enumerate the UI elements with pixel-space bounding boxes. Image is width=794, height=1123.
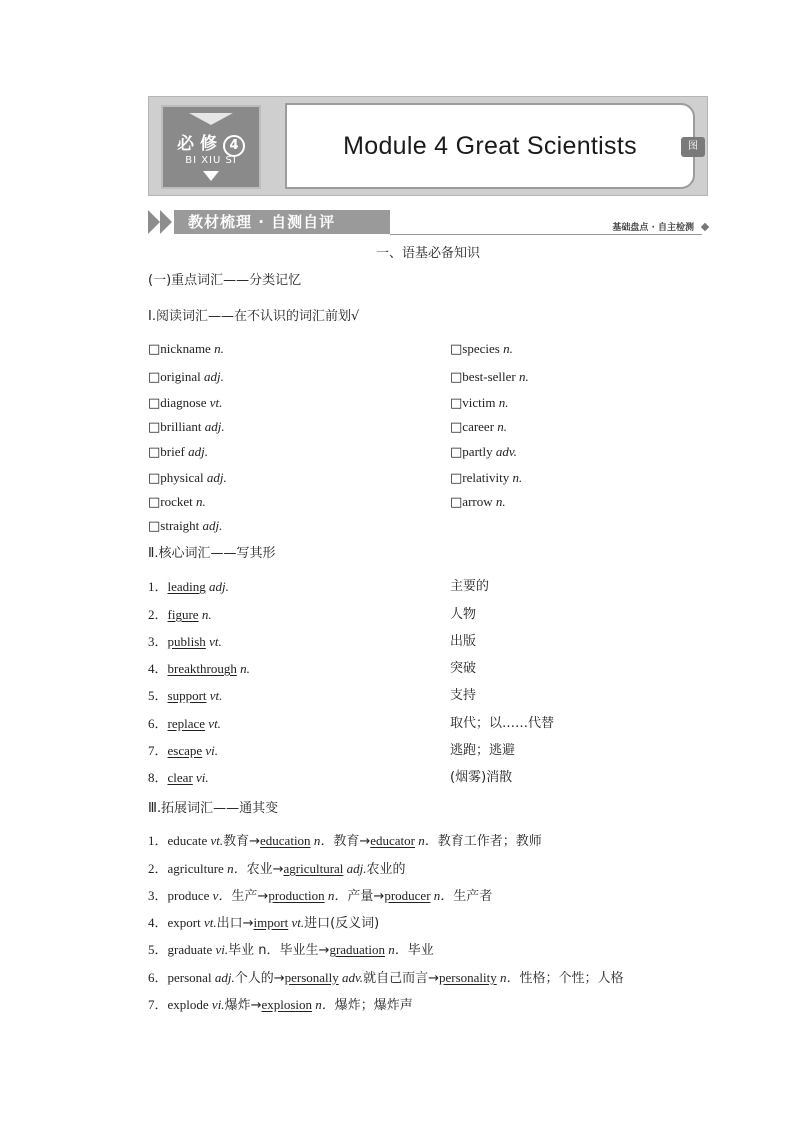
vocab-pos: n. xyxy=(495,395,509,410)
vocab-item xyxy=(148,419,225,436)
vocab-pos: vt. xyxy=(207,833,224,848)
vocab-pos: vt. xyxy=(206,688,223,703)
chevron-right-icon xyxy=(160,210,172,234)
answer-word: agricultural xyxy=(283,861,344,876)
meaning: 毕业 n．毕业生→ xyxy=(228,943,330,958)
vocab-item xyxy=(450,369,529,386)
derivation-item xyxy=(148,970,624,987)
meaning: 爆炸→ xyxy=(224,998,262,1013)
item-number: 6． xyxy=(148,970,168,985)
item-number: 3． xyxy=(148,634,168,649)
item-number: 3． xyxy=(148,888,168,903)
meaning: 出口→ xyxy=(216,916,254,931)
answer-word: educator xyxy=(370,833,415,848)
vocab-word: partly xyxy=(462,444,493,459)
derivation-item xyxy=(148,833,542,850)
volume-badge xyxy=(161,105,261,189)
vocab-item xyxy=(148,494,206,511)
vocab-item xyxy=(450,341,513,358)
vocab-item xyxy=(450,395,509,412)
section-title: 教材梳理 · 自测自评 xyxy=(174,210,390,234)
vocab-item xyxy=(148,444,208,461)
answer-word: explosion xyxy=(261,997,313,1012)
vocab-word: arrow xyxy=(462,494,493,509)
vocab-word: nickname xyxy=(160,341,211,356)
checkbox[interactable]: □ xyxy=(148,370,161,385)
vocab-pos: n． xyxy=(385,942,408,957)
checkbox[interactable]: □ xyxy=(148,471,161,486)
section-bar xyxy=(148,208,708,238)
meaning: 生产者 xyxy=(453,889,493,904)
checkbox[interactable]: □ xyxy=(148,396,161,411)
answer-word: escape xyxy=(167,743,203,758)
derivation-item xyxy=(148,915,379,932)
vocab-pos: v． xyxy=(209,888,232,903)
core-vocab-item xyxy=(148,743,218,760)
checkbox[interactable]: □ xyxy=(148,445,161,460)
vocab-word: brief xyxy=(160,444,185,459)
vocab-pos: n. xyxy=(236,661,250,676)
vocab-pos: n． xyxy=(312,997,335,1012)
vocab-pos: adv. xyxy=(492,444,517,459)
vocab-pos: n. xyxy=(210,341,224,356)
item-number: 4． xyxy=(148,661,168,676)
core-vocab-item xyxy=(148,716,221,733)
meaning: 就自己而言→ xyxy=(363,971,439,986)
badge-top-triangle xyxy=(189,113,233,125)
vocab-item xyxy=(148,369,224,386)
base-word: agriculture xyxy=(167,861,224,876)
derivation-item xyxy=(148,861,406,878)
vocab-pos: adj. xyxy=(343,861,367,876)
vocab-pos: vi. xyxy=(208,997,225,1012)
base-word: produce xyxy=(167,888,210,903)
checkbox[interactable]: □ xyxy=(148,495,161,510)
vocab-item xyxy=(148,518,222,535)
core-vocab-item xyxy=(148,634,222,651)
vocab-word: victim xyxy=(462,395,496,410)
item-number: 2． xyxy=(148,861,168,876)
answer-word: figure xyxy=(167,607,199,622)
item-number: 7． xyxy=(148,997,168,1012)
vocab-pos: adj. xyxy=(200,369,224,384)
checkbox[interactable]: □ xyxy=(148,519,161,534)
vocab-item xyxy=(450,419,507,436)
item-number: 8． xyxy=(148,770,168,785)
item-number: 1． xyxy=(148,833,168,848)
answer-word: leading xyxy=(167,579,206,594)
item-number: 2． xyxy=(148,607,168,622)
vocab-pos: n. xyxy=(515,369,529,384)
module-banner xyxy=(148,96,708,196)
vocab-pos: n. xyxy=(509,470,523,485)
vocab-pos: n. xyxy=(499,341,513,356)
meaning: 个人的→ xyxy=(234,971,285,986)
vocab-pos: adj. xyxy=(205,579,229,594)
item-number: 4． xyxy=(148,915,168,930)
core-vocab-meaning: 逃跑；逃避 xyxy=(450,743,516,758)
vocab-word: straight xyxy=(160,518,200,533)
core-vocab-meaning: 主要的 xyxy=(450,579,490,594)
meaning: 进口(反义词) xyxy=(304,916,380,931)
answer-word: breakthrough xyxy=(167,661,237,676)
part3-title: Ⅲ.拓展词汇——通其变 xyxy=(148,801,279,816)
vocab-item xyxy=(148,470,227,487)
vocab-item xyxy=(450,470,522,487)
vocab-pos: vt. xyxy=(205,716,221,731)
meaning: 爆炸；爆炸声 xyxy=(334,998,413,1013)
core-vocab-meaning: 人物 xyxy=(450,607,477,622)
checkbox[interactable]: □ xyxy=(450,445,463,460)
core-vocab-meaning: 突破 xyxy=(450,661,477,676)
picture-icon: 图 xyxy=(681,137,705,157)
section-divider xyxy=(390,234,702,235)
item-number: 6． xyxy=(148,716,168,731)
vocab-word: species xyxy=(462,341,500,356)
vocab-word: physical xyxy=(160,470,204,485)
badge-volume xyxy=(171,129,251,157)
vocab-word: relativity xyxy=(462,470,510,485)
vocab-pos: adj. xyxy=(201,419,225,434)
section-heading: 一、语基必备知识 xyxy=(375,246,480,261)
section-right-label: 基础盘点 · 自主检测 xyxy=(612,223,694,233)
vocab-pos: n. xyxy=(494,419,508,434)
subheading: (一)重点词汇——分类记忆 xyxy=(148,273,302,288)
diamond-icon xyxy=(701,223,709,231)
base-word: explode xyxy=(167,997,209,1012)
checkbox[interactable]: □ xyxy=(148,420,161,435)
vocab-word: original xyxy=(160,369,201,384)
meaning: 教育→ xyxy=(223,834,261,849)
item-number: 5． xyxy=(148,688,168,703)
vocab-pos: vt. xyxy=(288,915,305,930)
base-word: export xyxy=(167,915,201,930)
answer-word: personality xyxy=(438,970,497,985)
module-title-box xyxy=(285,103,695,189)
answer-word: replace xyxy=(167,716,206,731)
answer-word: graduation xyxy=(329,942,386,957)
core-vocab-item xyxy=(148,607,212,624)
vocab-pos: vt. xyxy=(200,915,217,930)
part2-title: Ⅱ.核心词汇——写其形 xyxy=(148,546,276,561)
vocab-pos: vi. xyxy=(192,770,209,785)
vocab-item xyxy=(450,494,506,511)
chevron-right-icon xyxy=(148,210,160,234)
vocab-pos: n. xyxy=(192,494,206,509)
meaning: 生产→ xyxy=(231,889,269,904)
vocab-pos: n． xyxy=(415,833,438,848)
answer-word: import xyxy=(253,915,289,930)
meaning: 性格；个性；人格 xyxy=(519,971,624,986)
vocab-pos: n． xyxy=(223,861,247,876)
vocab-item xyxy=(148,395,222,412)
vocab-word: brilliant xyxy=(160,419,202,434)
vocab-pos: n． xyxy=(310,833,334,848)
vocab-item xyxy=(148,341,224,358)
vocab-word: rocket xyxy=(160,494,193,509)
vocab-pos: n. xyxy=(198,607,212,622)
derivation-item xyxy=(148,997,413,1014)
vocab-word: best-seller xyxy=(462,369,516,384)
checkbox[interactable]: □ xyxy=(450,342,463,357)
answer-word: production xyxy=(268,888,325,903)
base-word: personal xyxy=(167,970,212,985)
checkbox[interactable]: □ xyxy=(450,495,463,510)
answer-word: personally xyxy=(284,970,339,985)
vocab-pos: adv. xyxy=(338,970,364,985)
meaning: 教育→ xyxy=(333,834,371,849)
badge-volume-label: 必修 xyxy=(177,134,223,154)
vocab-pos: vi. xyxy=(202,743,219,758)
answer-word: publish xyxy=(167,634,206,649)
meaning: 产量→ xyxy=(347,889,385,904)
derivation-item xyxy=(148,888,492,905)
vocab-pos: adj. xyxy=(199,518,223,533)
vocab-pos: adj. xyxy=(211,970,235,985)
meaning: 教育工作者；教师 xyxy=(437,834,542,849)
vocab-word: diagnose xyxy=(160,395,207,410)
module-title: Module 4 Great Scientists xyxy=(343,131,637,160)
item-number: 1． xyxy=(148,579,168,594)
core-vocab-item xyxy=(148,688,222,705)
checkbox[interactable]: □ xyxy=(450,396,463,411)
base-word: graduate xyxy=(167,942,213,957)
core-vocab-item xyxy=(148,770,209,787)
meaning: 农业的 xyxy=(366,862,406,877)
badge-pinyin: BI XIU SI xyxy=(185,155,237,166)
checkbox[interactable]: □ xyxy=(148,342,161,357)
part1-title: Ⅰ.阅读词汇——在不认识的词汇前划√ xyxy=(148,309,360,324)
item-number: 7． xyxy=(148,743,168,758)
vocab-pos: n． xyxy=(324,888,348,903)
checkbox[interactable]: □ xyxy=(450,420,463,435)
core-vocab-item xyxy=(148,579,229,596)
vocab-pos: n. xyxy=(492,494,506,509)
checkbox[interactable]: □ xyxy=(450,370,463,385)
vocab-pos: vt. xyxy=(206,395,223,410)
vocab-pos: vi. xyxy=(212,942,229,957)
vocab-pos: adj. xyxy=(184,444,208,459)
core-vocab-meaning: 出版 xyxy=(450,634,477,649)
core-vocab-meaning: (烟雾)消散 xyxy=(450,770,513,785)
core-vocab-item xyxy=(148,661,250,678)
derivation-item xyxy=(148,942,434,959)
vocab-pos: adj. xyxy=(203,470,227,485)
answer-word: support xyxy=(167,688,207,703)
meaning: 农业→ xyxy=(246,862,284,877)
badge-volume-number: 4 xyxy=(223,135,245,157)
item-number: 5． xyxy=(148,942,168,957)
core-vocab-meaning: 支持 xyxy=(450,688,477,703)
answer-word: education xyxy=(260,833,311,848)
badge-arrow-down-icon xyxy=(203,171,219,181)
checkbox[interactable]: □ xyxy=(450,471,463,486)
core-vocab-meaning: 取代；以……代替 xyxy=(450,716,555,731)
answer-word: clear xyxy=(167,770,193,785)
vocab-pos: vt. xyxy=(205,634,222,649)
vocab-item xyxy=(450,444,517,461)
vocab-word: career xyxy=(462,419,495,434)
meaning: 毕业 xyxy=(407,943,434,958)
answer-word: producer xyxy=(384,888,431,903)
vocab-pos: n． xyxy=(430,888,454,903)
vocab-pos: n． xyxy=(496,970,520,985)
base-word: educate xyxy=(167,833,208,848)
